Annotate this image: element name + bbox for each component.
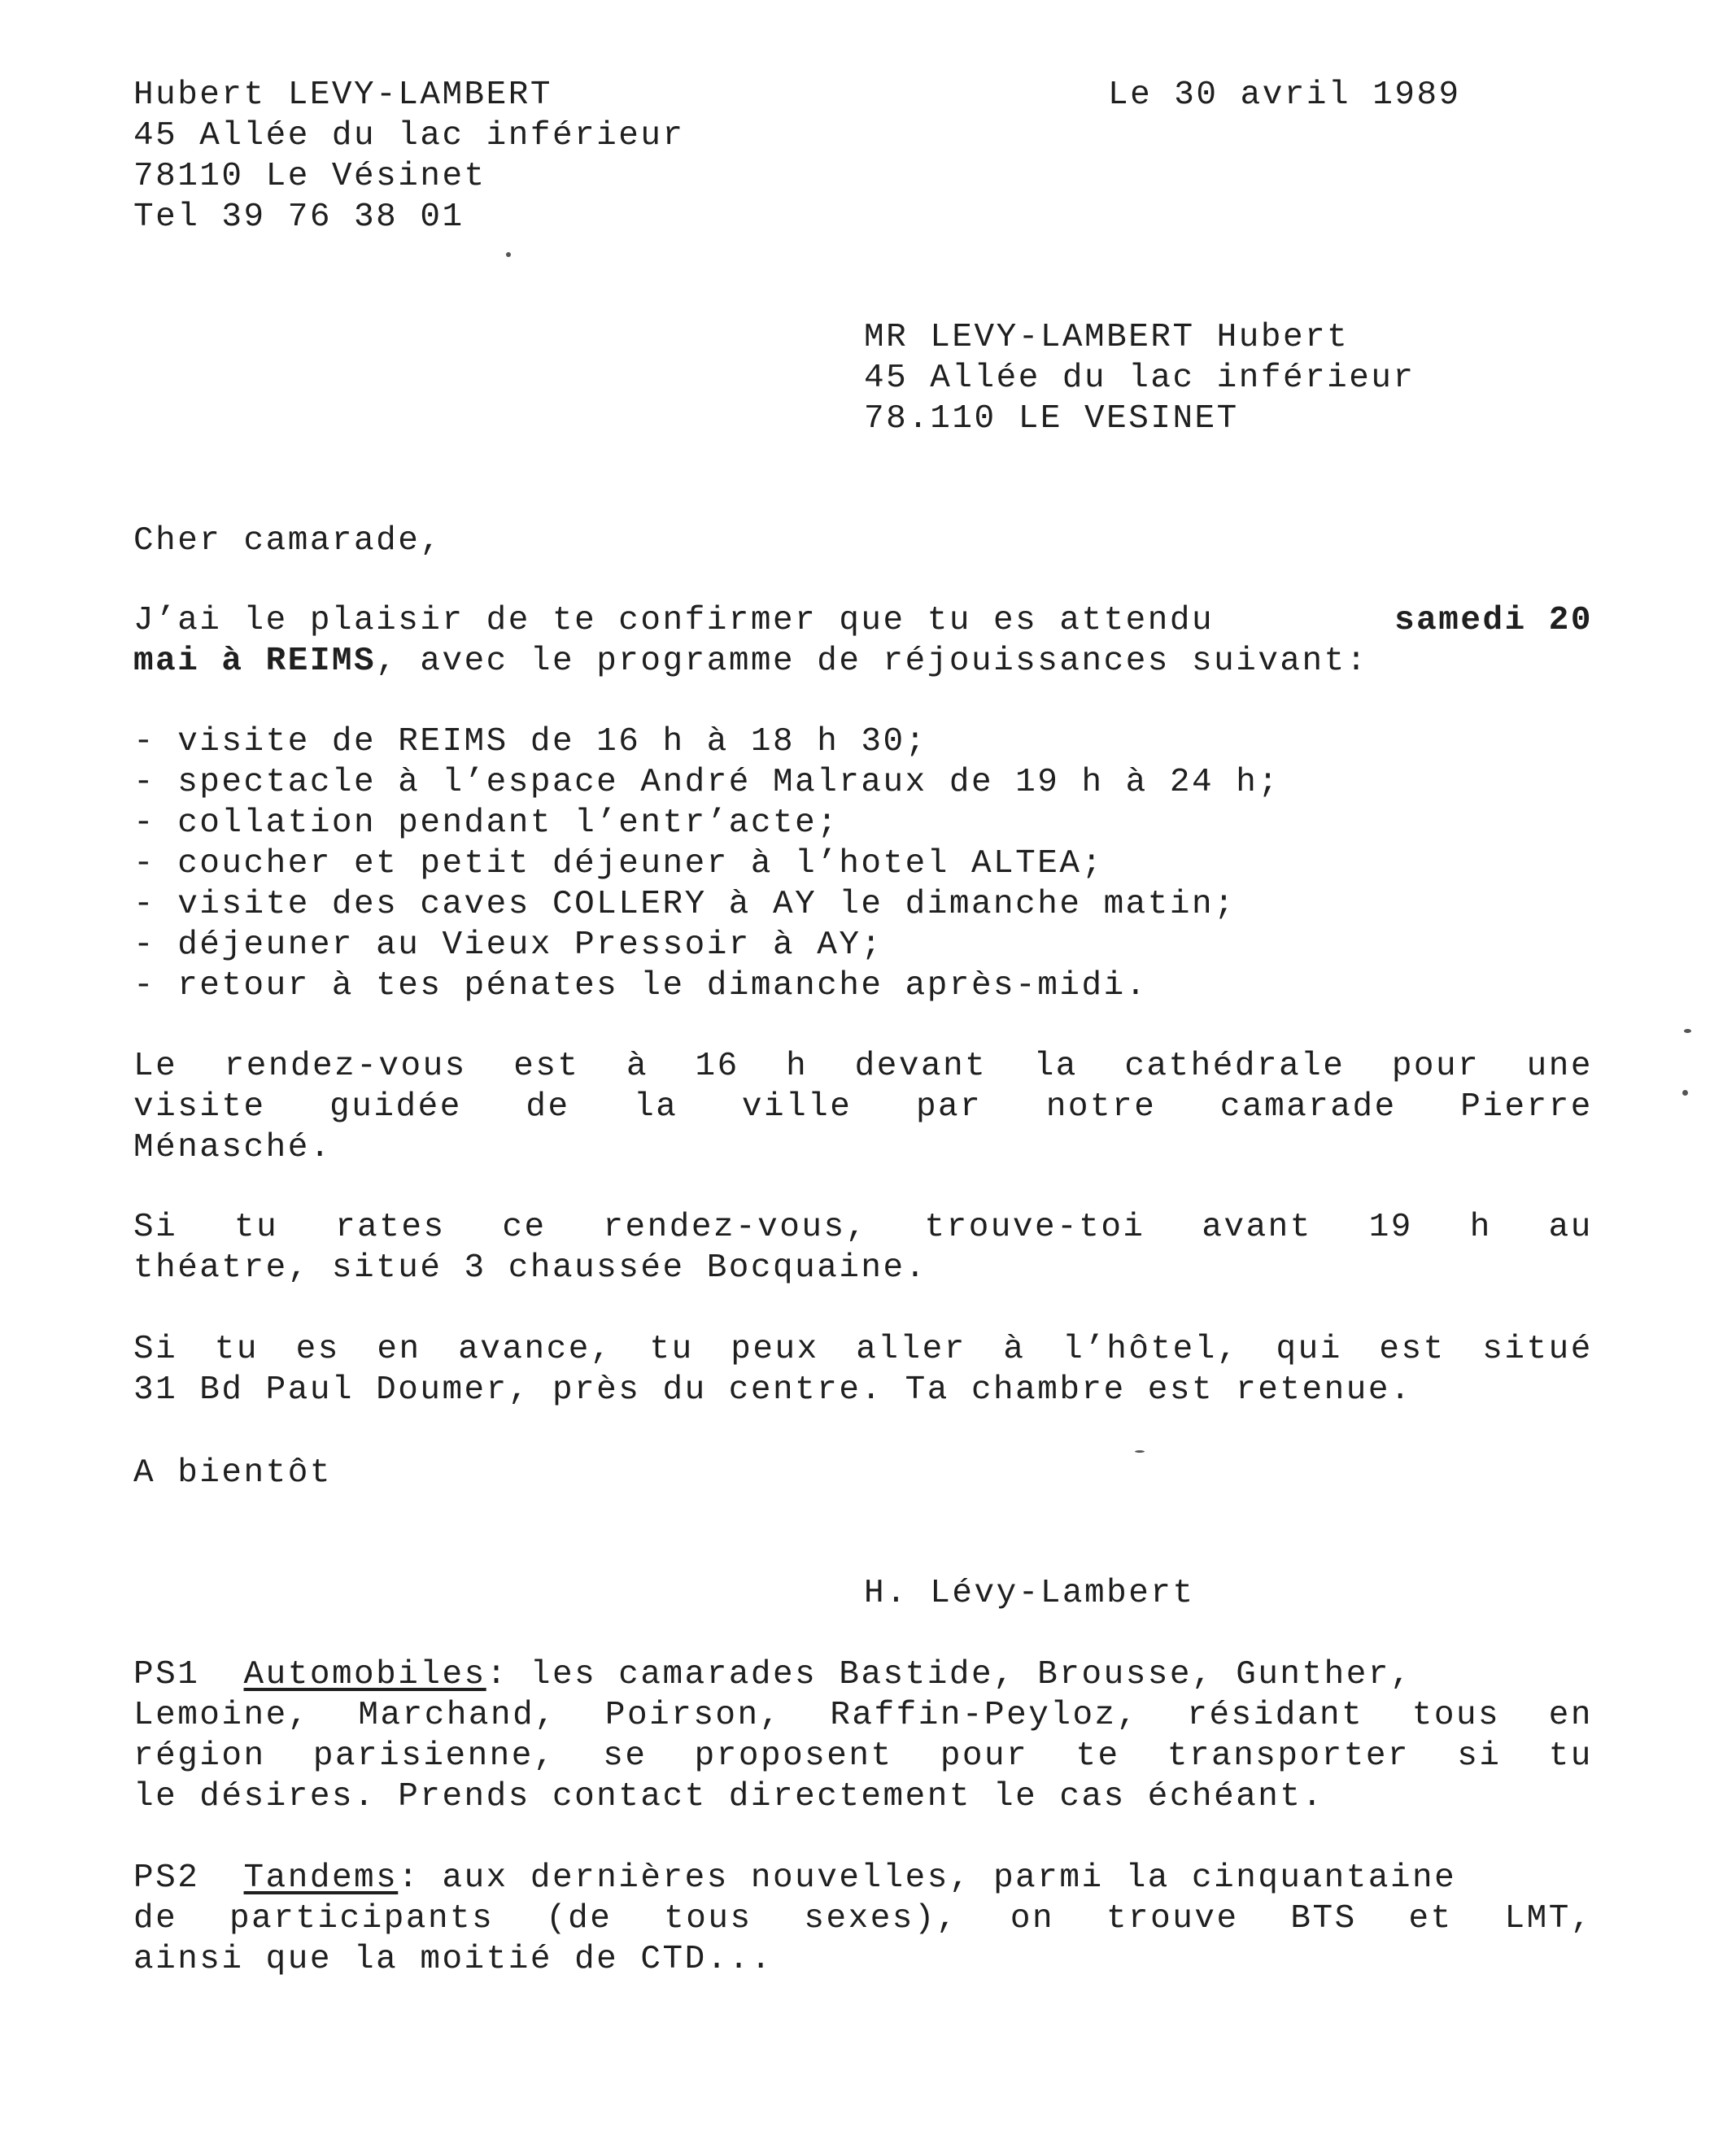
ps1-line-1 <box>133 1654 1598 1695</box>
recipient-name: MR LEVY-LAMBERT Hubert <box>864 319 1350 356</box>
paragraph-line <box>133 1695 1593 1736</box>
word: à <box>626 1048 649 1085</box>
word: résidant <box>1187 1697 1364 1734</box>
sender-street: 45 Allée du lac inférieur <box>133 117 685 155</box>
rendezvous-paragraph <box>133 1046 1598 1168</box>
list-item: - déjeuner au Vieux Pressoir à AY; <box>133 926 883 964</box>
word: cathédrale <box>1124 1048 1346 1085</box>
list-item: - spectacle à l’espace André Malraux de 19 h à 24 h; <box>133 764 1280 801</box>
word: tu <box>214 1331 260 1368</box>
word: Si <box>133 1331 178 1368</box>
word: participants <box>229 1900 495 1938</box>
paragraph-line: Ménasché. <box>133 1129 332 1166</box>
scan-speck <box>1684 1029 1691 1033</box>
word: de <box>133 1900 178 1938</box>
recipient-address <box>864 317 1596 439</box>
word: est <box>1379 1331 1446 1368</box>
ps2-paragraph <box>133 1858 1598 1980</box>
intro-date-bold: samedi 20 <box>1394 602 1593 639</box>
list-item: - retour à tes pénates le dimanche après-midi. <box>133 967 1148 1005</box>
word: aller <box>856 1331 966 1368</box>
sender-name: Hubert LEVY-LAMBERT <box>133 76 552 114</box>
word: te <box>1075 1737 1120 1775</box>
word: pour <box>1391 1048 1481 1085</box>
word: la <box>1033 1048 1078 1085</box>
ps2-line-1 <box>133 1858 1598 1898</box>
list-item: - coucher et petit déjeuner à l’hotel ALTEA; <box>133 845 1104 883</box>
recipient-street: 45 Allée du lac inférieur <box>864 360 1415 397</box>
scan-speck <box>1135 1450 1145 1453</box>
intro-line-1 <box>133 600 1593 641</box>
closing-text: A bientôt <box>133 1454 332 1492</box>
paragraph-line: le désires. Prends contact directement le cas échéant. <box>133 1778 1324 1816</box>
intro-text: J’ai le plaisir de te confirmer que tu es attendu <box>133 602 1215 639</box>
list-item: - collation pendant l’entr’acte; <box>133 804 840 842</box>
word: situé <box>1482 1331 1593 1368</box>
signature <box>864 1573 1596 1614</box>
paragraph-line <box>133 1898 1593 1939</box>
word: es <box>295 1331 340 1368</box>
word: tous <box>664 1900 752 1938</box>
paragraph-line: 31 Bd Paul Doumer, près du centre. Ta chambre est retenue. <box>133 1371 1413 1409</box>
paragraph-line <box>133 1736 1593 1776</box>
word: tu <box>1548 1737 1593 1775</box>
word: région <box>133 1737 266 1775</box>
word: Si <box>133 1209 178 1246</box>
date-text: Le 30 avril 1989 <box>1108 76 1461 114</box>
word: une <box>1526 1048 1593 1085</box>
closing <box>133 1453 1598 1493</box>
paragraph-line <box>133 1087 1593 1127</box>
word: (de <box>546 1900 613 1938</box>
word: camarade <box>1219 1088 1397 1126</box>
paragraph-line: ainsi que la moitié de CTD... <box>133 1941 774 1978</box>
word: guidée <box>329 1088 462 1126</box>
word: ce <box>502 1209 547 1246</box>
word: par <box>915 1088 983 1126</box>
word: Pierre <box>1460 1088 1593 1126</box>
letter-date <box>1108 75 1596 116</box>
ps2-label: PS2 <box>133 1859 200 1897</box>
early-paragraph <box>133 1329 1598 1410</box>
word: tu <box>234 1209 279 1246</box>
salutation-text: Cher camarade, <box>133 522 443 560</box>
list-item: - visite de REIMS de 16 h à 18 h 30; <box>133 723 927 761</box>
word: LMT, <box>1504 1900 1593 1938</box>
salutation <box>133 521 1598 561</box>
scan-speck <box>1682 1090 1688 1096</box>
list-item: - visite des caves COLLERY à AY le dimanche matin; <box>133 886 1237 923</box>
word: en <box>377 1331 421 1368</box>
intro-place-bold: mai à REIMS <box>133 643 377 680</box>
paragraph-line <box>133 1046 1593 1087</box>
word: si <box>1457 1737 1502 1775</box>
word: devant <box>854 1048 988 1085</box>
ps1-paragraph <box>133 1654 1598 1817</box>
word: qui <box>1276 1331 1342 1368</box>
ps1-heading: Automobiles <box>243 1656 486 1693</box>
word: notre <box>1045 1088 1157 1126</box>
word: ville <box>741 1088 853 1126</box>
word: parisienne, <box>312 1737 556 1775</box>
sender-phone: Tel 39 76 38 01 <box>133 198 465 236</box>
paragraph-line: théatre, situé 3 chaussée Bocquaine. <box>133 1249 927 1287</box>
word: et <box>1408 1900 1453 1938</box>
word: est <box>513 1048 580 1085</box>
ps1-text: : les camarades Bastide, Brousse, Gunther, <box>486 1656 1413 1693</box>
word: 19 <box>1368 1209 1413 1246</box>
word: pour <box>940 1737 1029 1775</box>
word: en <box>1548 1697 1593 1734</box>
word: tu <box>649 1331 694 1368</box>
sender-city: 78110 Le Vésinet <box>133 158 486 195</box>
word: 16 <box>695 1048 739 1085</box>
word: sexes), <box>804 1900 959 1938</box>
word: se <box>603 1737 648 1775</box>
program-list <box>133 721 1598 1006</box>
word: l’hôtel, <box>1062 1331 1239 1368</box>
intro-line-2 <box>133 641 1598 682</box>
intro-paragraph <box>133 600 1598 682</box>
word: proposent <box>694 1737 893 1775</box>
word: transporter <box>1167 1737 1411 1775</box>
recipient-city: 78.110 LE VESINET <box>864 400 1239 438</box>
word: trouve <box>1106 1900 1239 1938</box>
word: tous <box>1411 1697 1501 1734</box>
word: rates <box>335 1209 446 1246</box>
word: Marchand, <box>358 1697 557 1734</box>
paragraph-line <box>133 1329 1593 1370</box>
word: rendez-vous, <box>603 1209 868 1246</box>
word: visite <box>133 1088 266 1126</box>
ps1-label: PS1 <box>133 1656 200 1693</box>
word: la <box>634 1088 678 1126</box>
word: Raffin-Peyloz, <box>830 1697 1139 1734</box>
word: peux <box>731 1331 819 1368</box>
signature-text: H. Lévy-Lambert <box>864 1575 1195 1612</box>
missed-paragraph <box>133 1207 1598 1288</box>
word: trouve-toi <box>924 1209 1145 1246</box>
word: au <box>1548 1209 1593 1246</box>
word: à <box>1003 1331 1026 1368</box>
word: Lemoine, <box>133 1697 310 1734</box>
word: avance, <box>458 1331 613 1368</box>
word: BTS <box>1290 1900 1357 1938</box>
paragraph-line <box>133 1207 1593 1248</box>
word: on <box>1010 1900 1055 1938</box>
word: h <box>1469 1209 1492 1246</box>
word: avant <box>1202 1209 1312 1246</box>
word: Le <box>133 1048 178 1085</box>
word: h <box>786 1048 809 1085</box>
word: Poirson, <box>604 1697 782 1734</box>
intro-text-rest: , avec le programme de réjouissances suivant: <box>376 643 1368 680</box>
word: rendez-vous <box>224 1048 467 1085</box>
word: de <box>526 1088 570 1126</box>
ps2-heading: Tandems <box>243 1859 399 1897</box>
scan-speck <box>506 252 511 257</box>
ps2-text: : aux dernières nouvelles, parmi la cinquantaine <box>398 1859 1457 1897</box>
